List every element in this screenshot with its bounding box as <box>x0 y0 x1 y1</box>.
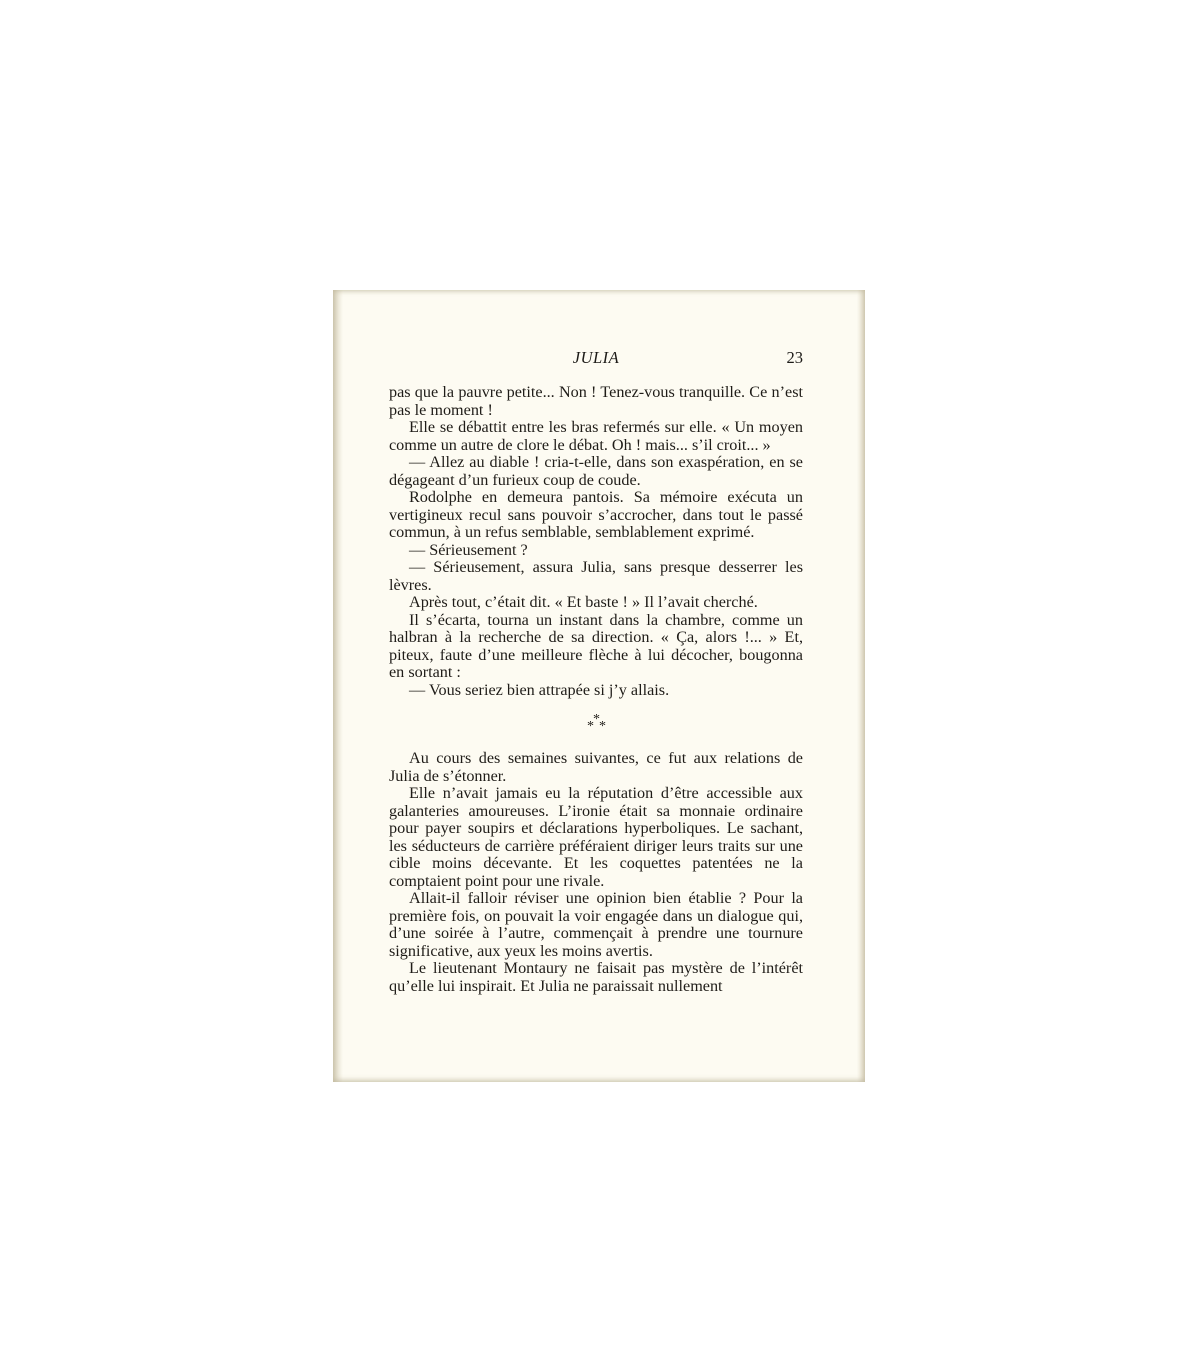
paragraph: — Sérieusement ? <box>409 540 528 559</box>
paragraph: — Allez au diable ! cria-t-elle, dans son exaspération, en se dégageant d’un furieux coup de coude. <box>389 453 803 489</box>
paragraph: Elle n’avait jamais eu la réputation d’être accessible aux galanteries amoureuses. L’ironie était sa monnaie ordinaire pour payer soupirs et déclarations hyperboliques. Le sachant, les séducteurs de carrière préféraient diriger leurs traits sur une cible moins décevante. Et les coquettes patentées ne la comptaient point pour une rivale. <box>389 784 803 890</box>
page-body <box>389 384 803 995</box>
book-page <box>333 290 865 1082</box>
paragraph: Au cours des semaines suivantes, ce fut aux relations de Julia de s’étonner. <box>389 749 803 785</box>
paragraph: — Sérieusement, assura Julia, sans presque desserrer les lèvres. <box>389 558 803 594</box>
paragraph: — Vous seriez bien attrapée si j’y allais. <box>409 680 670 699</box>
running-head: JULIA <box>572 348 620 367</box>
paragraph: Après tout, c’était dit. « Et baste ! » Il l’avait cherché. <box>409 593 758 611</box>
paragraph: Il s’écarta, tourna un instant dans la chambre, comme un halbran à la recherche de sa direction. « Ça, alors !... » Et, piteux, faute d’une meilleure flèche à lui décocher, bougonna en sortant : <box>389 610 803 681</box>
paragraph: pas que la pauvre petite... Non ! Tenez-vous tranquille. Ce n’est pas le moment ! <box>389 383 803 419</box>
page-number: 23 <box>786 348 803 367</box>
paragraph: Allait-il falloir réviser une opinion bien établie ? Pour la première fois, on pouvait la voir engagée dans un dialogue qui, d’une soirée à l’autre, commençait à prendre une tournure significative, aux yeux les moins avertis. <box>389 889 803 960</box>
paragraph: Elle se débattit entre les bras refermés sur elle. « Un moyen comme un autre de clore le débat. Oh ! mais... s’il croit... » <box>389 418 803 454</box>
paragraph: Le lieutenant Montaury ne faisait pas mystère de l’intérêt qu’elle lui inspirait. Et Julia ne paraissait nullement <box>389 959 803 995</box>
page-header <box>389 348 803 372</box>
section-break-asterism: * * * <box>587 712 606 734</box>
paragraph: Rodolphe en demeura pantois. Sa mémoire exécuta un vertigineux recul sans pouvoir s’accrocher, dans tout le passé commun, à un refus semblable, semblablement exprimé. <box>389 488 803 541</box>
